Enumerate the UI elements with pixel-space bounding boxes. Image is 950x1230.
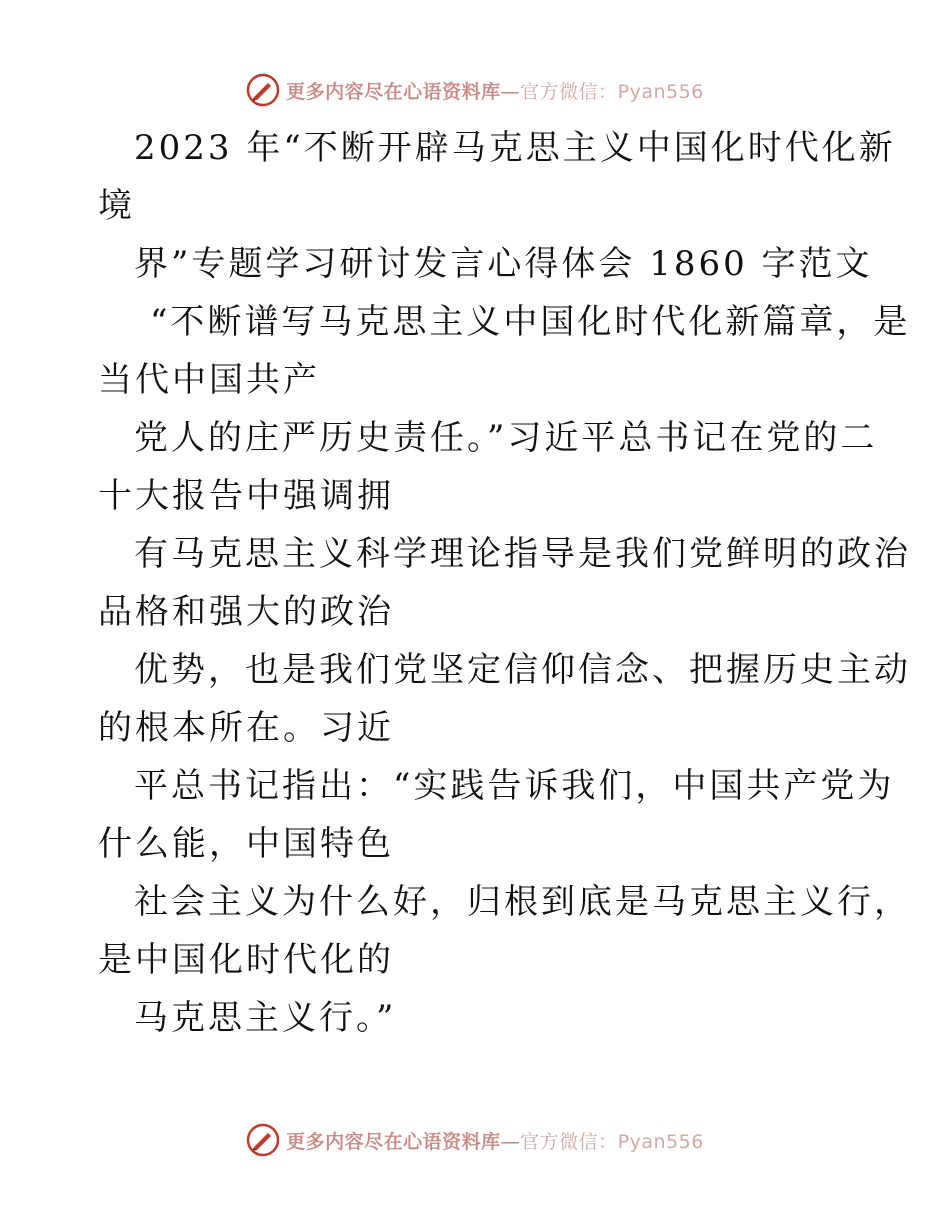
paragraph-line: 是中国化时代化的 [98, 940, 394, 980]
watermark-contact: 官方微信：Pyan556 [520, 80, 704, 103]
title-line-3: 界”专题学习研讨发言心得体会 1860 字范文 [134, 244, 873, 284]
header-watermark [0, 68, 950, 112]
paragraph-line: “不断谱写马克思主义中国化时代化新篇章，是 [150, 302, 911, 342]
paragraph-line: 品格和强大的政治 [98, 592, 394, 632]
watermark-contact: 官方微信：Pyan556 [520, 1130, 704, 1153]
watermark-brand: 更多内容尽在心语资料库 [286, 80, 501, 103]
paragraph-line: 当代中国共产 [98, 360, 320, 400]
watermark-brand: 更多内容尽在心语资料库 [286, 1130, 501, 1153]
title-line-1: 2023 年“不断开辟马克思主义中国化时代化新 [134, 128, 896, 168]
paragraph-line: 马克思主义行。” [134, 998, 397, 1038]
paragraph-line: 什么能，中国特色 [98, 824, 394, 864]
paragraph-line: 十大报告中强调拥 [98, 476, 394, 516]
watermark-separator: — [500, 80, 521, 103]
watermark-separator: — [500, 1130, 521, 1153]
paragraph-line: 平总书记指出：“实践告诉我们，中国共产党为 [134, 766, 895, 806]
title-line-2: 境 [98, 186, 135, 226]
paragraph-line: 有马克思主义科学理论指导是我们党鲜明的政治 [134, 534, 911, 574]
paragraph-line: 党人的庄严历史责任。”习近平总书记在党的二 [134, 418, 878, 458]
paragraph-line: 的根本所在。习近 [98, 708, 394, 748]
footer-watermark [0, 1118, 950, 1162]
paragraph-line: 社会主义为什么好，归根到底是马克思主义行， [134, 882, 911, 922]
paragraph-line: 优势，也是我们党坚定信仰信念、把握历史主动 [134, 650, 911, 690]
pen-logo-icon [246, 73, 280, 107]
pen-logo-icon [246, 1123, 280, 1157]
